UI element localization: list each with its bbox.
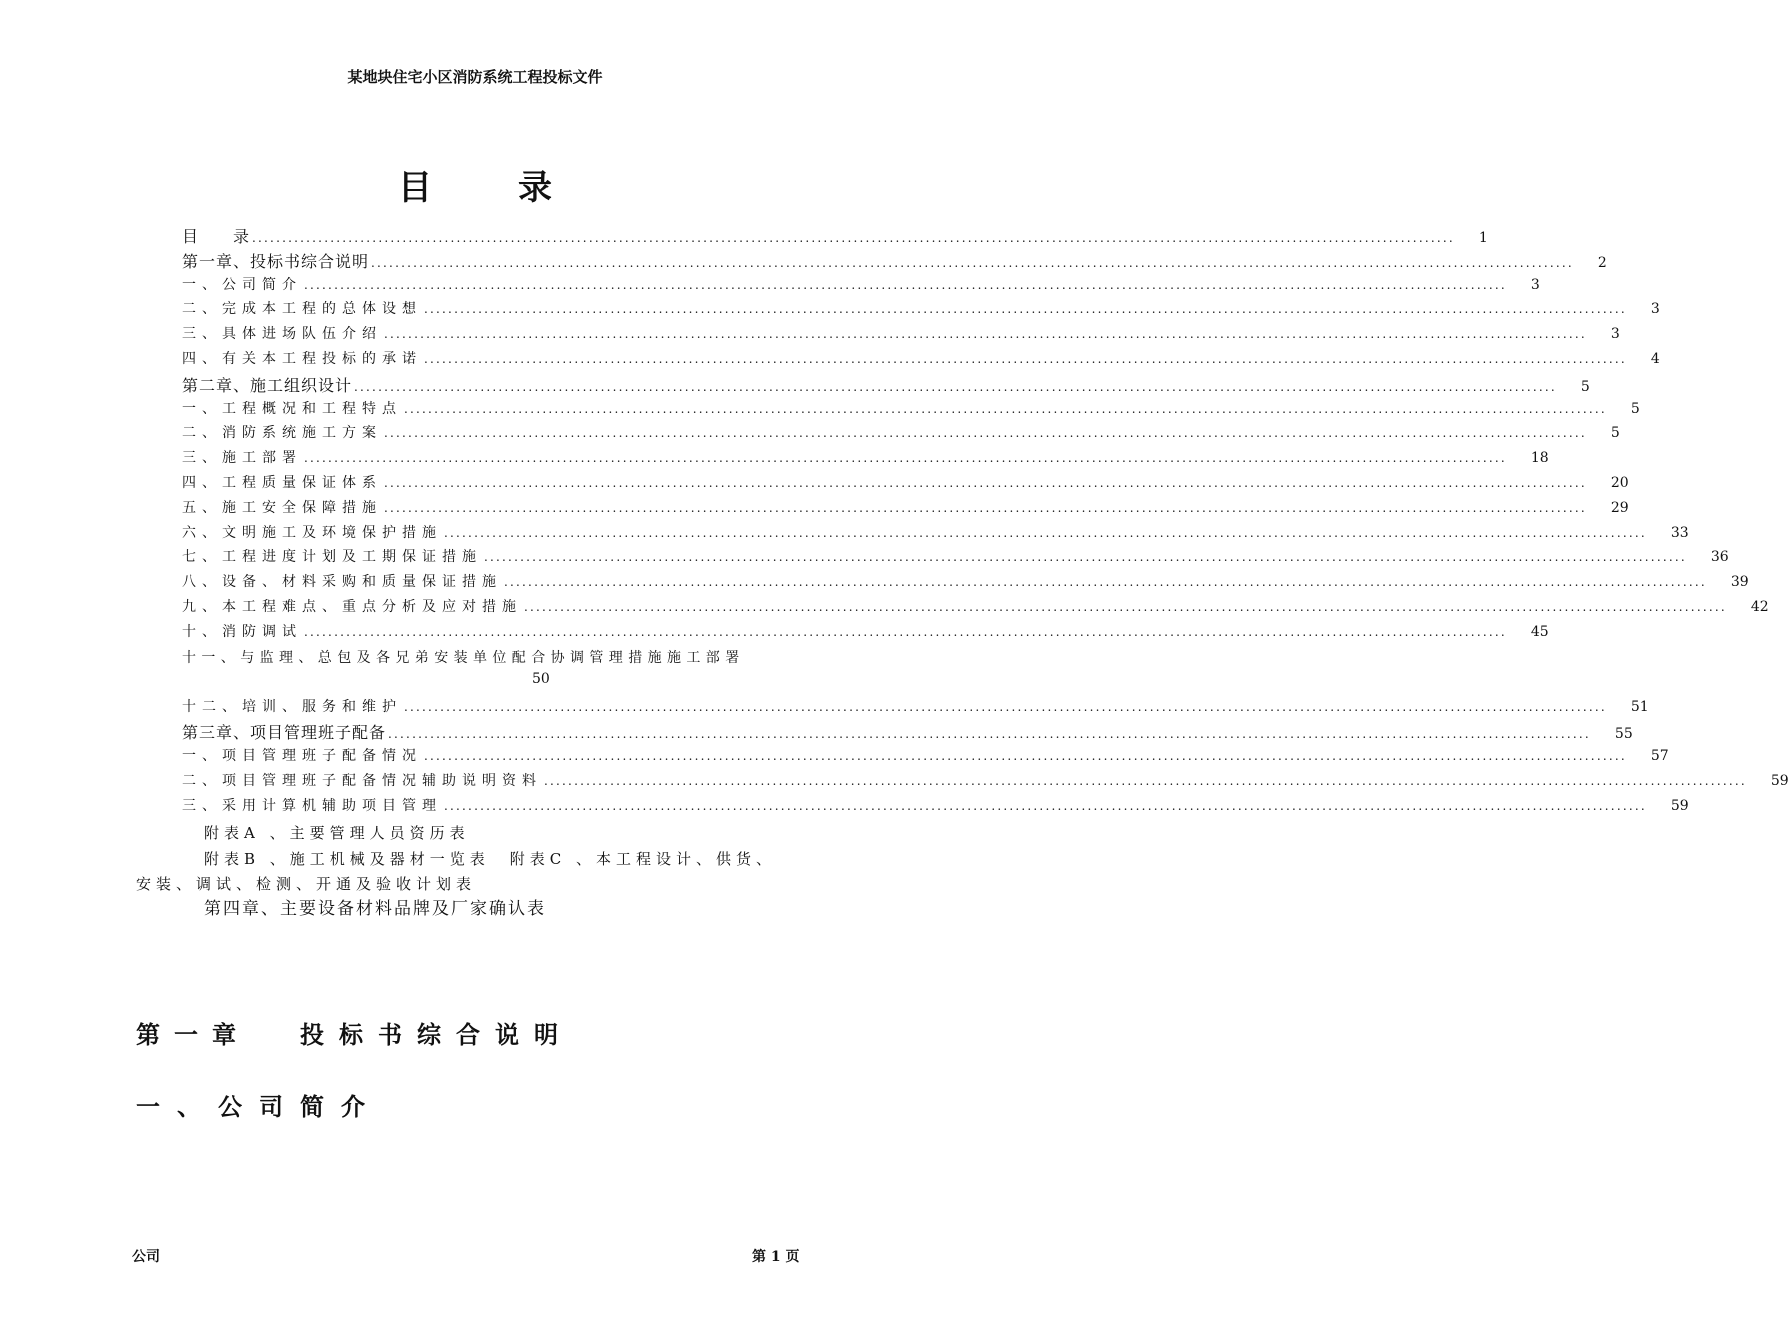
toc-entry[interactable] [182, 323, 1620, 348]
table-of-contents [182, 224, 1789, 820]
toc-leader-dots: ........................................................................................................................................................................................................ [544, 773, 1747, 788]
toc-entry[interactable] [182, 770, 1789, 795]
toc-entry-label: 二、消防系统施工方案 [182, 425, 382, 442]
toc-entry[interactable] [182, 447, 1549, 472]
toc-entry-page: 57 [1650, 748, 1669, 765]
toc-entry[interactable] [182, 422, 1620, 447]
toc-entry-page: 29 [1610, 499, 1629, 516]
chapter-number: 第一章 [136, 1021, 250, 1049]
toc-entry-page: 1 [1478, 230, 1488, 246]
toc-entry-page: 3 [1610, 326, 1620, 343]
toc-leader-dots: ........................................................................................................................................................................................................ [404, 699, 1607, 714]
toc-entry[interactable] [182, 298, 1660, 323]
toc-leader-dots: ........................................................................................................................................................................................................ [484, 550, 1687, 565]
toc-entry-page: 45 [1530, 623, 1549, 640]
toc-entry[interactable] [182, 696, 1649, 721]
toc-entry-label: 二、完成本工程的总体设想 [182, 301, 422, 318]
toc-leader-dots: ........................................................................................................................................................................................................ [424, 749, 1627, 764]
section-heading: 一、公司简介 [136, 1093, 382, 1121]
toc-entry-label: 三、具体进场队伍介绍 [182, 326, 382, 343]
toc-entry-label: 第三章、项目管理班子配备 [182, 723, 387, 743]
toc-entry[interactable] [182, 571, 1749, 596]
toc-entry[interactable] [182, 546, 1729, 571]
toc-entry-label: 八、设备、材料采购和质量保证措施 [182, 574, 502, 591]
toc-entry-label: 第二章、施工组织设计 [182, 375, 353, 395]
toc-leader-dots: ........................................................................................................................................................................................................ [388, 727, 1591, 742]
toc-entry-page: 51 [1630, 698, 1649, 715]
toc-entry-label: 二、项目管理班子配备情况辅助说明资料 [182, 772, 542, 789]
toc-entry-page: 5 [1630, 400, 1640, 417]
toc-entry[interactable] [182, 249, 1607, 274]
toc-entry[interactable] [182, 348, 1660, 373]
toc-entry-label: 四、有关本工程投标的承诺 [182, 350, 422, 367]
toc-entry[interactable] [182, 596, 1769, 621]
toc-entry-label: 七、工程进度计划及工期保证措施 [182, 549, 482, 566]
toc-leader-dots: ........................................................................................................................................................................................................ [304, 277, 1507, 292]
appendix-line-a: 附表A 、主要管理人员资历表 [204, 824, 470, 842]
toc-leader-dots: ........................................................................................................................................................................................................ [304, 451, 1507, 466]
toc-entry[interactable] [182, 720, 1633, 745]
toc-entry-label: 九、本工程难点、重点分析及应对措施 [182, 598, 522, 615]
toc-entry-label: 一、公司简介 [182, 276, 302, 293]
toc-entry-page: 59 [1770, 772, 1789, 789]
toc-entry[interactable] [182, 274, 1540, 299]
toc-entry[interactable] [182, 398, 1640, 423]
toc-leader-dots: ........................................................................................................................................................................................................ [252, 231, 1455, 245]
toc-leader-dots: ........................................................................................................................................................................................................ [424, 302, 1627, 317]
toc-leader-dots: ........................................................................................................................................................................................................ [354, 379, 1557, 394]
toc-entry[interactable] [182, 621, 1549, 646]
chapter-heading [136, 1015, 573, 1050]
toc-entry-page: 18 [1530, 450, 1549, 467]
toc-entry-label: 一、工程概况和工程特点 [182, 400, 402, 417]
toc-title: 目录 [398, 168, 638, 208]
toc-entry-page: 39 [1730, 574, 1749, 591]
toc-leader-dots: ........................................................................................................................................................................................................ [444, 525, 1647, 540]
toc-entry-page: 36 [1710, 549, 1729, 566]
toc-entry-label: 六、文明施工及环境保护措施 [182, 524, 442, 541]
footer-page-number: 第 1 页 [752, 1249, 800, 1265]
toc-leader-dots: ........................................................................................................................................................................................................ [384, 327, 1587, 342]
toc-entry-page: 3 [1530, 276, 1540, 293]
toc-entry-label: 十、消防调试 [182, 623, 302, 640]
toc-entry[interactable] [182, 646, 824, 696]
toc-entry[interactable] [182, 373, 1590, 398]
toc-entry-page: 2 [1597, 254, 1607, 271]
toc-leader-dots: ........................................................................................................................................................................................................ [504, 575, 1707, 590]
toc-entry-page: 59 [1670, 797, 1689, 814]
toc-entry-label: 目 录 [182, 227, 251, 246]
toc-leader-dots: ........................................................................................................................................................................................................ [424, 351, 1627, 366]
chapter-title: 投标书综合说明 [300, 1021, 573, 1049]
toc-leader-dots: ........................................................................................................................................................................................................ [304, 624, 1507, 639]
toc-entry-label: 五、施工安全保障措施 [182, 499, 382, 516]
toc-leader-dots: ........................................................................................................................................................................................................ [524, 599, 1727, 614]
appendix-line-c: 安装、调试、检测、开通及验收计划表 [136, 875, 477, 893]
toc-entry[interactable] [182, 497, 1629, 522]
toc-leader-dots: ........................................................................................................................................................................................................ [404, 401, 1607, 416]
appendix-line-b: 附表B 、施工机械及器材一览表 附表C 、本工程设计、供货、 [204, 850, 777, 868]
appendix-chapter-four: 第四章、主要设备材料品牌及厂家确认表 [204, 899, 546, 919]
toc-entry[interactable] [182, 522, 1689, 547]
toc-entry-page: 50 [532, 670, 550, 687]
toc-entry-label: 三、采用计算机辅助项目管理 [182, 797, 442, 814]
toc-leader-dots: ........................................................................................................................................................................................................ [384, 475, 1587, 490]
footer-company: 公司 [132, 1249, 160, 1265]
toc-entry-label: 第一章、投标书综合说明 [182, 251, 370, 271]
toc-entry-page: 5 [1580, 378, 1590, 395]
toc-entry-page: 20 [1610, 474, 1629, 491]
toc-entry-page: 55 [1614, 726, 1633, 743]
toc-leader-dots: ........................................................................................................................................................................................................ [444, 798, 1647, 813]
toc-entry[interactable] [182, 745, 1669, 770]
toc-entry-page: 3 [1650, 301, 1660, 318]
document-header: 某地块住宅小区消防系统工程投标文件 [347, 68, 603, 86]
toc-entry[interactable] [182, 224, 1488, 249]
toc-leader-dots: ........................................................................................................................................................................................................ [384, 426, 1587, 441]
toc-leader-dots: ........................................................................................................................................................................................................ [384, 500, 1587, 515]
toc-entry[interactable] [182, 795, 1689, 820]
toc-entry-label: 十一、与监理、总包及各兄弟安装单位配合协调管理措施施工部署 [182, 649, 745, 666]
toc-entry-label: 十二、培训、服务和维护 [182, 698, 402, 715]
toc-entry-page: 5 [1610, 425, 1620, 442]
toc-entry-label: 三、施工部署 [182, 450, 302, 467]
toc-leader-dots: ........................................................................................................................................................................................................ [371, 255, 1574, 270]
toc-entry-page: 33 [1670, 524, 1689, 541]
toc-entry[interactable] [182, 472, 1629, 497]
toc-entry-page: 42 [1750, 598, 1769, 615]
toc-entry-page: 4 [1650, 350, 1660, 367]
toc-entry-label: 一、项目管理班子配备情况 [182, 748, 422, 765]
toc-entry-label: 四、工程质量保证体系 [182, 474, 382, 491]
